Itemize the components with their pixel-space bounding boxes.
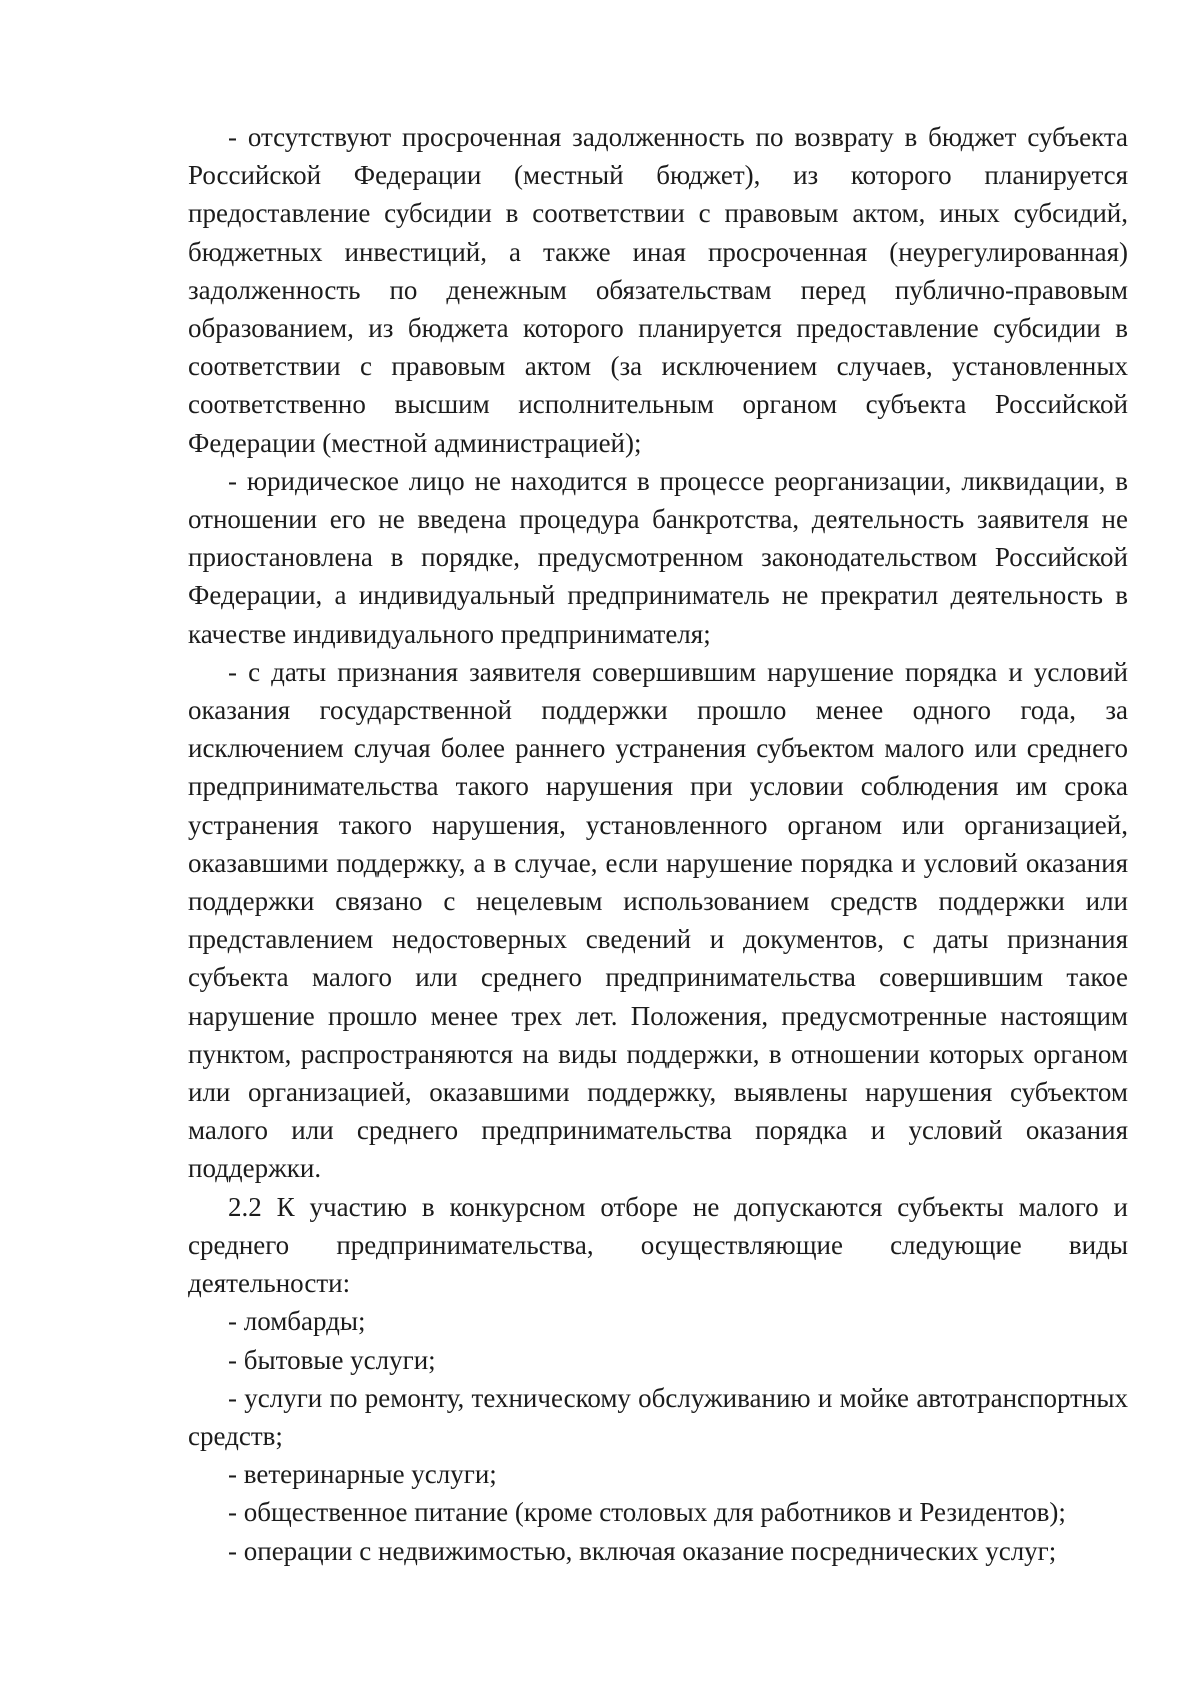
document-body <box>188 118 1128 1570</box>
list-item-vehicle-services: - услуги по ремонту, техническому обслуживанию и мойке автотранспортных средств; <box>188 1382 1128 1451</box>
list-item-catering: - общественное питание (кроме столовых для работников и Резидентов); <box>228 1497 1066 1528</box>
list-item-pawnshops: - ломбарды; <box>228 1306 366 1337</box>
list-item-household-services: - бытовые услуги; <box>228 1344 436 1375</box>
list-item-real-estate: - операции с недвижимостью, включая оказание посреднических услуг; <box>228 1535 1057 1566</box>
paragraph-section-2-2: 2.2 К участию в конкурсном отборе не допускаются субъекты малого и среднего предпринимательства, осуществляющие следующие виды деятельности: <box>188 1191 1128 1299</box>
paragraph-legal-entity-status: - юридическое лицо не находится в процессе реорганизации, ликвидации, в отношении его не введена процедура банкротства, деятельность заявителя не приостановлена в порядке, предусмотренном законодательством Российской Федерации, а индивидуальный предприниматель не прекратил деятельность в качестве индивидуального предпринимателя; <box>188 465 1128 649</box>
paragraph-violation-period: - с даты признания заявителя совершившим нарушение порядка и условий оказания государственной поддержки прошло менее одного года, за исключением случая более раннего устранения субъектом малого или среднего предпринимательства такого нарушения при условии соблюдения им срока устранения такого нарушения, установленного органом или организацией, оказавшими поддержку, а в случае, если нарушение порядка и условий оказания поддержки связано с нецелевым использованием средств поддержки или представлением недостоверных сведений и документов, с даты признания субъекта малого или среднего предпринимательства совершившим такое нарушение прошло менее трех лет. Положения, предусмотренные настоящим пунктом, распространяются на виды поддержки, в отношении которых органом или организацией, оказавшими поддержку, выявлены нарушения субъектом малого или среднего предпринимательства порядка и условий оказания поддержки. <box>188 656 1128 1184</box>
list-item-veterinary-services: - ветеринарные услуги; <box>228 1459 497 1490</box>
paragraph-no-overdue-debt: - отсутствуют просроченная задолженность по возврату в бюджет субъекта Российской Федерации (местный бюджет), из которого планируется предоставление субсидии в соответствии с правовым актом, иных субсидий, бюджетных инвестиций, а также иная просроченная (неурегулированная) задолженность по денежным обязательствам перед публично-правовым образованием, из бюджета которого планируется предоставление субсидии в соответствии с правовым актом (за исключением случаев, установленных соответственно высшим исполнительным органом субъекта Российской Федерации (местной администрацией); <box>188 122 1128 458</box>
